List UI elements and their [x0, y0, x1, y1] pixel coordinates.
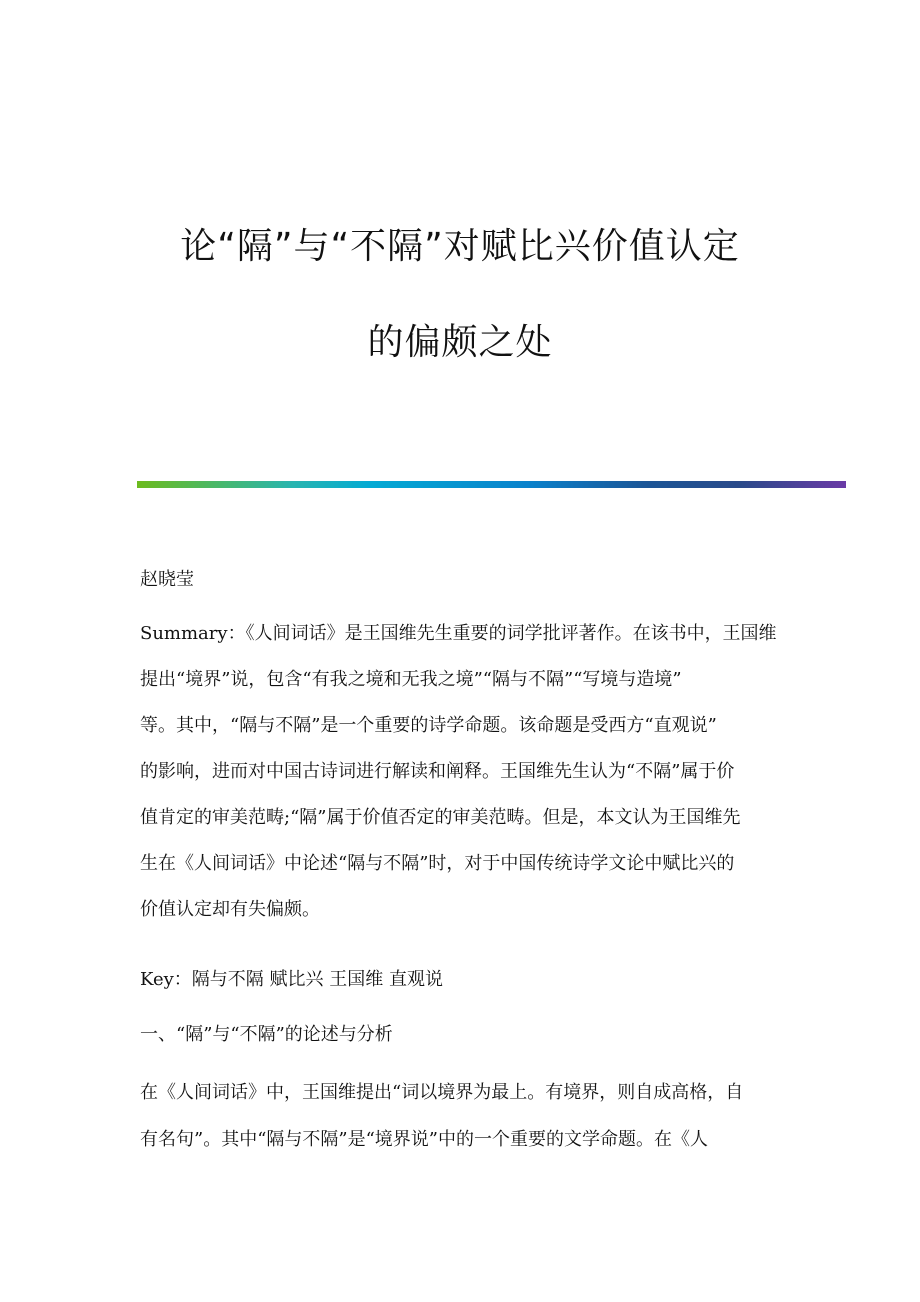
body-line: 在《人间词话》中，王国维提出“词以境界为最上。有境界，则自成高格，自: [140, 1082, 744, 1103]
summary-line: 的影响，进而对中国古诗词进行解读和阐释。王国维先生认为“不隔”属于价: [140, 761, 735, 782]
author: 赵晓莹: [140, 569, 194, 590]
summary-line: 价值认定却有失偏颇。: [140, 899, 320, 920]
body-line: 有名句”。其中“隔与不隔”是“境界说”中的一个重要的文学命题。在《人: [140, 1129, 709, 1150]
summary-line: 生在《人间词话》中论述“隔与不隔”时，对于中国传统诗学文论中赋比兴的: [140, 853, 735, 874]
section-heading: 一、“隔”与“不隔”的论述与分析: [140, 1024, 393, 1045]
summary-line: 等。其中，“隔与不隔”是一个重要的诗学命题。该命题是受西方“直观说”: [140, 715, 717, 736]
document-title-line-2: 的偏颇之处: [367, 322, 553, 363]
summary-line: 值肯定的审美范畴;“隔”属于价值否定的审美范畴。但是，本文认为王国维先: [140, 807, 741, 828]
title-divider-gradient: [137, 481, 846, 488]
summary-line: 提出“境界”说，包含“有我之境和无我之境”“隔与不隔”“写境与造境”: [140, 669, 682, 690]
keywords: Key：隔与不隔 赋比兴 王国维 直观说: [140, 969, 443, 990]
document-title-line-1: 论“隔”与“不隔”对赋比兴价值认定: [180, 226, 740, 267]
summary-line: Summary：《人间词话》是王国维先生重要的词学批评著作。在该书中，王国维: [140, 623, 777, 644]
